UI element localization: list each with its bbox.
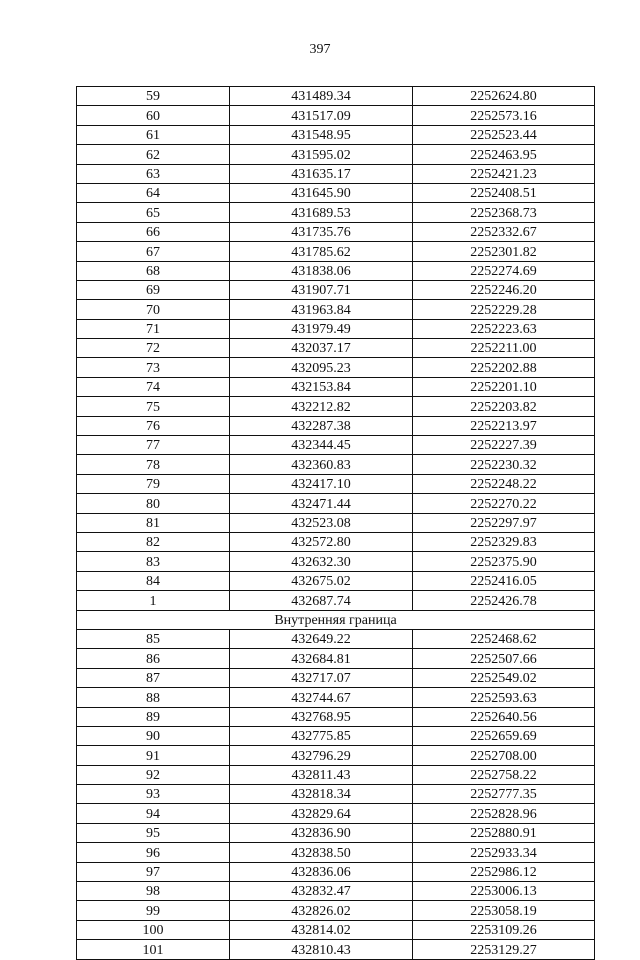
table-row [77, 222, 595, 241]
table-row [77, 726, 595, 745]
point-number-cell: 100 [77, 920, 230, 939]
table-row [77, 532, 595, 551]
table-row [77, 280, 595, 299]
table-row [77, 843, 595, 862]
x-coordinate-cell: 431838.06 [230, 261, 413, 280]
y-coordinate-cell: 2252213.97 [413, 416, 595, 435]
x-coordinate-cell: 431907.71 [230, 280, 413, 299]
y-coordinate-cell: 2252426.78 [413, 591, 595, 610]
y-coordinate-cell: 2252375.90 [413, 552, 595, 571]
x-coordinate-cell: 431645.90 [230, 183, 413, 202]
table-row [77, 261, 595, 280]
y-coordinate-cell: 2253109.26 [413, 920, 595, 939]
x-coordinate-cell: 432675.02 [230, 571, 413, 590]
y-coordinate-cell: 2252468.62 [413, 629, 595, 648]
x-coordinate-cell: 432810.43 [230, 940, 413, 959]
point-number-cell: 86 [77, 649, 230, 668]
point-number-cell: 66 [77, 222, 230, 241]
point-number-cell: 81 [77, 513, 230, 532]
point-number-cell: 75 [77, 397, 230, 416]
y-coordinate-cell: 2252593.63 [413, 688, 595, 707]
y-coordinate-cell: 2252270.22 [413, 494, 595, 513]
table-row [77, 862, 595, 881]
y-coordinate-cell: 2252329.83 [413, 532, 595, 551]
y-coordinate-cell: 2252227.39 [413, 436, 595, 455]
x-coordinate-cell: 432775.85 [230, 726, 413, 745]
y-coordinate-cell: 2252758.22 [413, 765, 595, 784]
point-number-cell: 83 [77, 552, 230, 571]
table-row [77, 377, 595, 396]
point-number-cell: 62 [77, 145, 230, 164]
x-coordinate-cell: 431689.53 [230, 203, 413, 222]
point-number-cell: 101 [77, 940, 230, 959]
x-coordinate-cell: 431517.09 [230, 106, 413, 125]
point-number-cell: 91 [77, 746, 230, 765]
point-number-cell: 61 [77, 125, 230, 144]
x-coordinate-cell: 432417.10 [230, 474, 413, 493]
point-number-cell: 59 [77, 87, 230, 106]
point-number-cell: 76 [77, 416, 230, 435]
y-coordinate-cell: 2252523.44 [413, 125, 595, 144]
point-number-cell: 70 [77, 300, 230, 319]
x-coordinate-cell: 432095.23 [230, 358, 413, 377]
y-coordinate-cell: 2252230.32 [413, 455, 595, 474]
table-row [77, 882, 595, 901]
table-row [77, 125, 595, 144]
point-number-cell: 71 [77, 319, 230, 338]
y-coordinate-cell: 2252828.96 [413, 804, 595, 823]
x-coordinate-cell: 432632.30 [230, 552, 413, 571]
point-number-cell: 80 [77, 494, 230, 513]
y-coordinate-cell: 2252246.20 [413, 280, 595, 299]
x-coordinate-cell: 432153.84 [230, 377, 413, 396]
y-coordinate-cell: 2252624.80 [413, 87, 595, 106]
y-coordinate-cell: 2252368.73 [413, 203, 595, 222]
x-coordinate-cell: 432818.34 [230, 785, 413, 804]
point-number-cell: 93 [77, 785, 230, 804]
table-row [77, 242, 595, 261]
y-coordinate-cell: 2253058.19 [413, 901, 595, 920]
table-row [77, 901, 595, 920]
point-number-cell: 95 [77, 823, 230, 842]
x-coordinate-cell: 432836.06 [230, 862, 413, 881]
x-coordinate-cell: 432572.80 [230, 532, 413, 551]
x-coordinate-cell: 432523.08 [230, 513, 413, 532]
x-coordinate-cell: 432796.29 [230, 746, 413, 765]
x-coordinate-cell: 432471.44 [230, 494, 413, 513]
table-row [77, 629, 595, 648]
point-number-cell: 98 [77, 882, 230, 901]
x-coordinate-cell: 432832.47 [230, 882, 413, 901]
table-row [77, 513, 595, 532]
point-number-cell: 82 [77, 532, 230, 551]
y-coordinate-cell: 2252301.82 [413, 242, 595, 261]
point-number-cell: 73 [77, 358, 230, 377]
point-number-cell: 77 [77, 436, 230, 455]
x-coordinate-cell: 432287.38 [230, 416, 413, 435]
x-coordinate-cell: 432836.90 [230, 823, 413, 842]
y-coordinate-cell: 2252777.35 [413, 785, 595, 804]
point-number-cell: 97 [77, 862, 230, 881]
x-coordinate-cell: 432744.67 [230, 688, 413, 707]
point-number-cell: 99 [77, 901, 230, 920]
x-coordinate-cell: 432344.45 [230, 436, 413, 455]
x-coordinate-cell: 431595.02 [230, 145, 413, 164]
table-row [77, 145, 595, 164]
x-coordinate-cell: 432829.64 [230, 804, 413, 823]
page-number: 397 [309, 42, 331, 57]
table-row [77, 339, 595, 358]
y-coordinate-cell: 2252507.66 [413, 649, 595, 668]
table-row [77, 804, 595, 823]
x-coordinate-cell: 432826.02 [230, 901, 413, 920]
point-number-cell: 79 [77, 474, 230, 493]
table-row [77, 649, 595, 668]
table-row [77, 164, 595, 183]
point-number-cell: 87 [77, 668, 230, 687]
y-coordinate-cell: 2252408.51 [413, 183, 595, 202]
y-coordinate-cell: 2252933.34 [413, 843, 595, 862]
x-coordinate-cell: 432684.81 [230, 649, 413, 668]
table-row [77, 688, 595, 707]
table-row [77, 358, 595, 377]
point-number-cell: 84 [77, 571, 230, 590]
y-coordinate-cell: 2253129.27 [413, 940, 595, 959]
x-coordinate-cell: 432649.22 [230, 629, 413, 648]
point-number-cell: 96 [77, 843, 230, 862]
y-coordinate-cell: 2252880.91 [413, 823, 595, 842]
x-coordinate-cell: 431548.95 [230, 125, 413, 144]
x-coordinate-cell: 432687.74 [230, 591, 413, 610]
point-number-cell: 85 [77, 629, 230, 648]
y-coordinate-cell: 2252274.69 [413, 261, 595, 280]
y-coordinate-cell: 2252416.05 [413, 571, 595, 590]
table-row [77, 668, 595, 687]
point-number-cell: 64 [77, 183, 230, 202]
table-row [77, 920, 595, 939]
y-coordinate-cell: 2252659.69 [413, 726, 595, 745]
point-number-cell: 78 [77, 455, 230, 474]
x-coordinate-cell: 431489.34 [230, 87, 413, 106]
point-number-cell: 69 [77, 280, 230, 299]
point-number-cell: 1 [77, 591, 230, 610]
point-number-cell: 94 [77, 804, 230, 823]
table-row [77, 474, 595, 493]
table-row [77, 785, 595, 804]
y-coordinate-cell: 2252573.16 [413, 106, 595, 125]
y-coordinate-cell: 2252203.82 [413, 397, 595, 416]
x-coordinate-cell: 432360.83 [230, 455, 413, 474]
table-row [77, 416, 595, 435]
y-coordinate-cell: 2252211.00 [413, 339, 595, 358]
section-heading-body [77, 610, 595, 629]
table-row [77, 183, 595, 202]
table-row [77, 106, 595, 125]
y-coordinate-cell: 2252463.95 [413, 145, 595, 164]
x-coordinate-cell: 431635.17 [230, 164, 413, 183]
coordinates-table [76, 86, 595, 960]
x-coordinate-cell: 432814.02 [230, 920, 413, 939]
y-coordinate-cell: 2252421.23 [413, 164, 595, 183]
point-number-cell: 68 [77, 261, 230, 280]
point-number-cell: 63 [77, 164, 230, 183]
point-number-cell: 72 [77, 339, 230, 358]
table-row [77, 455, 595, 474]
table-row [77, 319, 595, 338]
table-row [77, 591, 595, 610]
point-number-cell: 74 [77, 377, 230, 396]
x-coordinate-cell: 432768.95 [230, 707, 413, 726]
table-row [77, 436, 595, 455]
y-coordinate-cell: 2252229.28 [413, 300, 595, 319]
point-number-cell: 89 [77, 707, 230, 726]
y-coordinate-cell: 2252297.97 [413, 513, 595, 532]
table-row [77, 823, 595, 842]
y-coordinate-cell: 2252332.67 [413, 222, 595, 241]
x-coordinate-cell: 432838.50 [230, 843, 413, 862]
y-coordinate-cell: 2252202.88 [413, 358, 595, 377]
x-coordinate-cell: 431735.76 [230, 222, 413, 241]
x-coordinate-cell: 431979.49 [230, 319, 413, 338]
section-heading: Внутренняя граница [77, 610, 595, 629]
point-number-cell: 67 [77, 242, 230, 261]
x-coordinate-cell: 432037.17 [230, 339, 413, 358]
table-row [77, 765, 595, 784]
table-row [77, 552, 595, 571]
y-coordinate-cell: 2252223.63 [413, 319, 595, 338]
point-number-cell: 88 [77, 688, 230, 707]
x-coordinate-cell: 432717.07 [230, 668, 413, 687]
y-coordinate-cell: 2252201.10 [413, 377, 595, 396]
point-number-cell: 65 [77, 203, 230, 222]
table-row [77, 87, 595, 106]
y-coordinate-cell: 2252708.00 [413, 746, 595, 765]
point-number-cell: 60 [77, 106, 230, 125]
y-coordinate-cell: 2252248.22 [413, 474, 595, 493]
section-heading-row [77, 610, 595, 629]
y-coordinate-cell: 2252986.12 [413, 862, 595, 881]
y-coordinate-cell: 2253006.13 [413, 882, 595, 901]
point-number-cell: 92 [77, 765, 230, 784]
table-row [77, 300, 595, 319]
x-coordinate-cell: 431963.84 [230, 300, 413, 319]
y-coordinate-cell: 2252640.56 [413, 707, 595, 726]
table-row [77, 494, 595, 513]
coordinates-body-part1 [77, 87, 595, 611]
table-row [77, 571, 595, 590]
x-coordinate-cell: 432212.82 [230, 397, 413, 416]
table-row [77, 940, 595, 959]
table-row [77, 746, 595, 765]
x-coordinate-cell: 431785.62 [230, 242, 413, 261]
coordinates-body-part2 [77, 629, 595, 959]
y-coordinate-cell: 2252549.02 [413, 668, 595, 687]
table-row [77, 203, 595, 222]
table-row [77, 707, 595, 726]
point-number-cell: 90 [77, 726, 230, 745]
table-row [77, 397, 595, 416]
x-coordinate-cell: 432811.43 [230, 765, 413, 784]
